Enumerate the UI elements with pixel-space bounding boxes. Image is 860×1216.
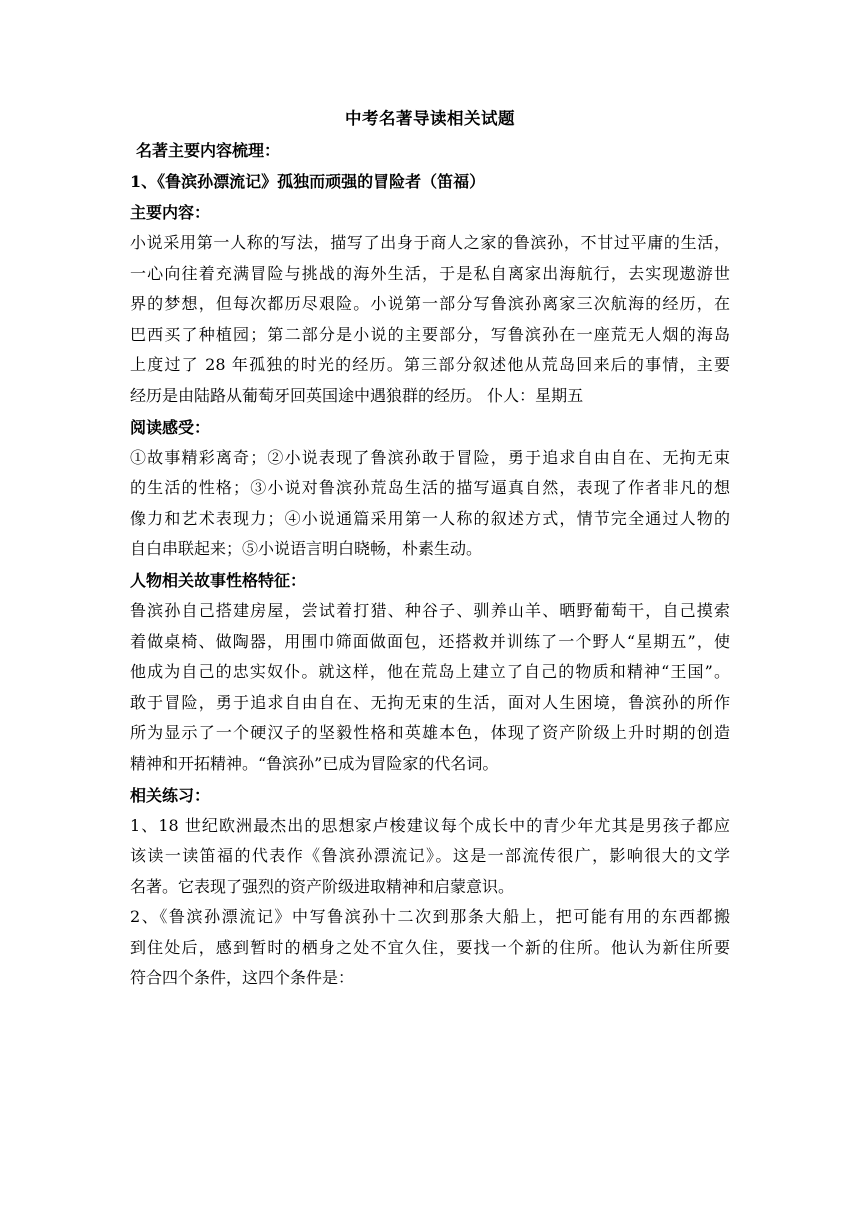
summary-paragraph (130, 228, 730, 412)
paragraph-line: 该读一读笛福的代表作《鲁滨孙漂流记》。这是一部流传很广，影响很大的文学 (130, 846, 730, 866)
paragraph-line: 精神和开拓精神。“鲁滨孙”已成为冒险家的代名词。 (130, 753, 499, 773)
document-page (130, 103, 730, 994)
paragraph-line: 符合四个条件，这四个条件是： (130, 968, 355, 988)
paragraph-line: 1、18 世纪欧洲最杰出的思想家卢梭建议每个成长中的青少年尤其是男孩子都应 (130, 815, 730, 835)
reading-label: 阅读感受： (130, 417, 211, 437)
paragraph-line: 2、《鲁滨孙漂流记》中写鲁滨孙十二次到那条大船上，把可能有用的东西都搬 (130, 907, 730, 927)
paragraph-line: 敢于冒险，勇于追求自由自在、无拘无束的生活，面对人生困境，鲁滨孙的所作 (130, 692, 730, 712)
paragraph-line: 到住处后，感到暂时的栖身之处不宜久住，要找一个新的住所。他认为新住所要 (130, 937, 730, 957)
book-heading: 1、《鲁滨孙漂流记》孤独而顽强的冒险者（笛福） (130, 172, 486, 191)
paragraph-line: 像力和艺术表现力；④小说通篇采用第一人称的叙述方式，情节完全通过人物的 (130, 508, 730, 528)
paragraph-line: 一心向往着充满冒险与挑战的海外生活，于是私自离家出海航行，去实现遨游世 (130, 263, 730, 283)
paragraph-line: 所为显示了一个硬汉子的坚毅性格和英雄本色，体现了资产阶级上升时期的创造 (130, 723, 730, 743)
exercise-1 (130, 811, 730, 903)
paragraph-line: 自白串联起来；⑤小说语言明白晓畅，朴素生动。 (130, 539, 483, 559)
paragraph-line: ①故事精彩离奇；②小说表现了鲁滨孙敢于冒险，勇于追求自由自在、无拘无束 (130, 447, 730, 467)
exercise-2 (130, 902, 730, 994)
exercise-label: 相关练习： (130, 785, 211, 805)
reading-paragraph (130, 443, 730, 565)
paragraph-line: 的生活的性格；③小说对鲁滨孙荒岛生活的描写逼真自然，表现了作者非凡的想 (130, 478, 730, 498)
paragraph-line: 上度过了 28 年孤独的时光的经历。第三部分叙述他从荒岛回来后的事情，主要 (130, 355, 730, 375)
paragraph-line: 名著。它表现了强烈的资产阶级进取精神和启蒙意识。 (130, 876, 515, 896)
character-paragraph (130, 596, 730, 780)
paragraph-line: 界的梦想，但每次都历尽艰险。小说第一部分写鲁滨孙离家三次航海的经历，在 (130, 294, 730, 314)
paragraph-line: 着做桌椅、做陶器，用围巾筛面做面包，还搭救并训练了一个野人“星期五”，使 (130, 631, 730, 651)
character-label: 人物相关故事性格特征： (130, 570, 307, 590)
paragraph-line: 经历是由陆路从葡萄牙回英国途中遇狼群的经历。 仆人：星期五 (130, 385, 584, 405)
paragraph-line: 鲁滨孙自己搭建房屋，尝试着打猎、种谷子、驯养山羊、晒野葡萄干，自己摸索 (130, 600, 730, 620)
paragraph-line: 巴西买了种植园；第二部分是小说的主要部分，写鲁滨孙在一座荒无人烟的海岛 (130, 324, 730, 344)
document-title: 中考名著导读相关试题 (345, 109, 515, 128)
summary-label: 主要内容： (130, 203, 211, 222)
paragraph-line: 小说采用第一人称的写法，描写了出身于商人之家的鲁滨孙，不甘过平庸的生活， (130, 233, 730, 252)
section-heading: 名著主要内容梳理： (136, 141, 281, 160)
paragraph-line: 他成为自己的忠实奴仆。就这样，他在荒岛上建立了自己的物质和精神“王国”。 (130, 662, 730, 682)
